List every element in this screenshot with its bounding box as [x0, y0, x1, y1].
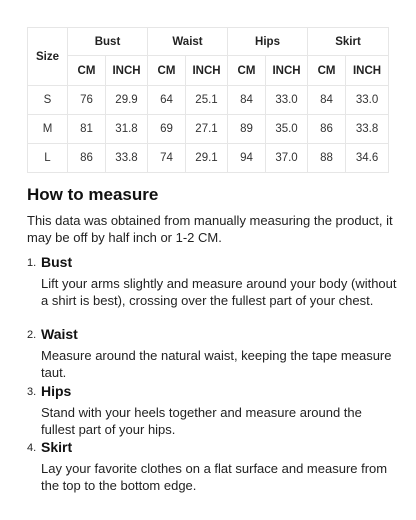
step-description: Stand with your heels together and measure around the fullest part of your hips.	[41, 405, 362, 437]
unit-header: CM	[148, 56, 186, 86]
table-cell: 33.0	[346, 86, 389, 115]
table-cell: 81	[68, 115, 106, 144]
table-cell: 88	[308, 144, 346, 173]
table-cell: 35.0	[266, 115, 308, 144]
table-row	[28, 144, 389, 173]
table-cell: 29.1	[186, 144, 228, 173]
table-group-header-row	[28, 28, 389, 56]
size-column-header: Size	[28, 28, 68, 86]
step-title: Bust	[41, 254, 73, 270]
step-number: 4.	[27, 442, 37, 454]
table-cell: 74	[148, 144, 186, 173]
table-cell: 31.8	[106, 115, 148, 144]
table-cell: 27.1	[186, 115, 228, 144]
step-title: Waist	[41, 326, 78, 342]
unit-header: INCH	[106, 56, 148, 86]
table-cell: 34.6	[346, 144, 389, 173]
step-description: Lift your arms slightly and measure around your body (without a shirt is best), crossing over the fullest part of your chest.	[41, 276, 397, 308]
step-title: Skirt	[41, 439, 73, 455]
unit-header: INCH	[186, 56, 228, 86]
unit-header: CM	[228, 56, 266, 86]
table-cell: 94	[228, 144, 266, 173]
unit-header: INCH	[266, 56, 308, 86]
step-number: 1.	[27, 257, 37, 269]
table-cell: 64	[148, 86, 186, 115]
unit-header: CM	[68, 56, 106, 86]
table-cell: 29.9	[106, 86, 148, 115]
table-cell: 25.1	[186, 86, 228, 115]
hips-group-header: Hips	[228, 28, 308, 56]
how-to-measure-heading: How to measure	[27, 185, 159, 204]
table-cell: 69	[148, 115, 186, 144]
step-title: Hips	[41, 383, 72, 399]
bust-group-header: Bust	[68, 28, 148, 56]
table-row	[28, 115, 389, 144]
table-row	[28, 86, 389, 115]
table-cell: 76	[68, 86, 106, 115]
size-cell: S	[28, 86, 68, 115]
table-cell: 86	[68, 144, 106, 173]
table-cell: 33.8	[106, 144, 148, 173]
table-unit-header-row	[28, 56, 389, 86]
table-cell: 89	[228, 115, 266, 144]
size-table	[27, 27, 389, 173]
size-cell: M	[28, 115, 68, 144]
skirt-group-header: Skirt	[308, 28, 389, 56]
table-cell: 86	[308, 115, 346, 144]
step-description: Measure around the natural waist, keeping the tape measure taut.	[41, 348, 392, 380]
unit-header: INCH	[346, 56, 389, 86]
table-cell: 33.0	[266, 86, 308, 115]
table-cell: 84	[308, 86, 346, 115]
waist-group-header: Waist	[148, 28, 228, 56]
size-cell: L	[28, 144, 68, 173]
table-cell: 84	[228, 86, 266, 115]
measurement-intro: This data was obtained from manually measuring the product, it may be off by half inch or 1-2 CM.	[27, 213, 393, 245]
unit-header: CM	[308, 56, 346, 86]
step-number: 2.	[27, 329, 37, 341]
table-cell: 33.8	[346, 115, 389, 144]
step-description: Lay your favorite clothes on a flat surface and measure from the top to the bottom edge.	[41, 461, 388, 493]
table-cell: 37.0	[266, 144, 308, 173]
step-number: 3.	[27, 386, 37, 398]
